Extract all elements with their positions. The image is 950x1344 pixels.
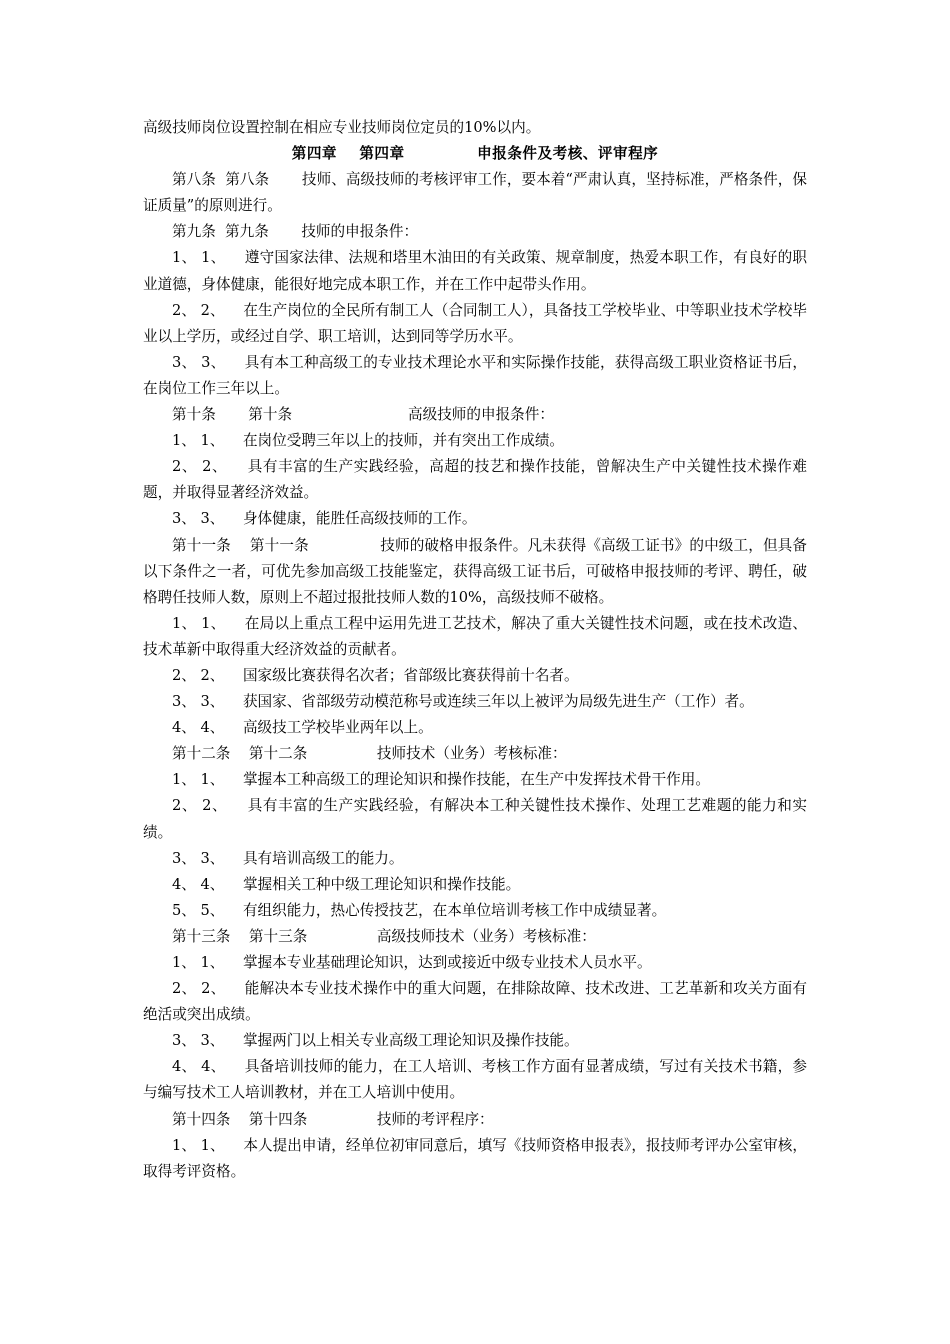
article-13-item-2: 2、 2、 能解决本专业技术操作中的重大问题，在排除故障、技术改进、工艺革新和攻关方面有绝活或突出成绩。 bbox=[143, 980, 807, 1024]
article-10: 第十条 第十条 高级技师的申报条件： bbox=[172, 406, 554, 424]
article-9-item-3: 3、 3、 具有本工种高级工的专业技术理论水平和实际操作技能，获得高级工职业资格证书后，在岗位工作三年以上。 bbox=[143, 353, 807, 397]
article-14: 第十四条 第十四条 技师的考评程序： bbox=[172, 1110, 494, 1128]
chapter-heading: 第四章 第四章 申报条件及考核、评审程序 bbox=[291, 145, 659, 163]
article-13-item-3: 3、 3、 掌握两门以上相关专业高级工理论知识及操作技能。 bbox=[172, 1032, 579, 1050]
article-12-item-2: 2、 2、 具有丰富的生产实践经验，有解决本工种关键性技术操作、处理工艺难题的能力和实绩。 bbox=[143, 797, 807, 841]
article-11-item-3: 3、 3、 获国家、省部级劳动模范称号或连续三年以上被评为局级先进生产（工作）者。 bbox=[172, 693, 754, 711]
article-12-item-5: 5、 5、 有组织能力，热心传授技艺，在本单位培训考核工作中成绩显著。 bbox=[172, 901, 667, 919]
article-13-item-4: 4、 4、 具备培训技师的能力，在工人培训、考核工作方面有显著成绩，写过有关技术书籍，参与编写技术工人培训教材，并在工人培训中使用。 bbox=[143, 1058, 807, 1102]
article-8: 第八条 第八条 技师、高级技师的考核评审工作，要本着“严肃认真，坚持标准，严格条件，保证质量”的原则进行。 bbox=[143, 171, 807, 215]
article-11-item-2: 2、 2、 国家级比赛获得名次者；省部级比赛获得前十名者。 bbox=[172, 666, 579, 684]
article-13-item-1: 1、 1、 掌握本专业基础理论知识，达到或接近中级专业技术人员水平。 bbox=[172, 954, 652, 971]
article-14-item-1: 1、 1、 本人提出申请，经单位初审同意后，填写《技师资格申报表》，报技师考评办公室审核，取得考评资格。 bbox=[143, 1136, 807, 1180]
article-9-item-1: 1、 1、 遵守国家法律、法规和塔里木油田的有关政策、规章制度，热爱本职工作，有良好的职业道德，身体健康，能很好地完成本职工作，并在工作中起带头作用。 bbox=[143, 249, 807, 293]
document-body bbox=[143, 115, 807, 1185]
article-11-item-1: 1、 1、 在局以上重点工程中运用先进工艺技术，解决了重大关键性技术问题，或在技术改造、技术革新中取得重大经济效益的贡献者。 bbox=[143, 614, 807, 658]
article-10-item-2: 2、 2、 具有丰富的生产实践经验，高超的技艺和操作技能，曾解决生产中关键性技术操作难题，并取得显著经济效益。 bbox=[143, 458, 807, 502]
article-12-item-3: 3、 3、 具有培训高级工的能力。 bbox=[172, 849, 404, 867]
article-13: 第十三条 第十三条 高级技师技术（业务）考核标准： bbox=[172, 927, 596, 945]
article-10-item-1: 1、 1、 在岗位受聘三年以上的技师，并有突出工作成绩。 bbox=[172, 432, 565, 450]
article-11-item-4: 4、 4、 高级技工学校毕业两年以上。 bbox=[172, 719, 433, 737]
article-11: 第十一条 第十一条 技师的破格申报条件。凡未获得《高级工证书》的中级工，但具备以下条件之一者，可优先参加高级工技能鉴定，获得高级工证书后，可破格申报技师的考评、聘任，破格聘任技师人数，原则上不超过报批技师人数的10%，高级技师不破格。 bbox=[143, 536, 807, 606]
paragraph-quota: 高级技师岗位设置控制在相应专业技师岗位定员的10%以内。 bbox=[143, 119, 541, 136]
article-12: 第十二条 第十二条 技师技术（业务）考核标准： bbox=[172, 745, 567, 763]
article-9-item-2: 2、 2、 在生产岗位的全民所有制工人（合同制工人），具备技工学校毕业、中等职业技术学校毕业以上学历，或经过自学、职工培训，达到同等学历水平。 bbox=[143, 301, 807, 345]
article-12-item-1: 1、 1、 掌握本工种高级工的理论知识和操作技能，在生产中发挥技术骨干作用。 bbox=[172, 771, 710, 789]
article-10-item-3: 3、 3、 身体健康，能胜任高级技师的工作。 bbox=[172, 510, 477, 528]
article-12-item-4: 4、 4、 掌握相关工种中级工理论知识和操作技能。 bbox=[172, 875, 521, 893]
article-9: 第九条 第九条 技师的申报条件： bbox=[172, 223, 419, 241]
